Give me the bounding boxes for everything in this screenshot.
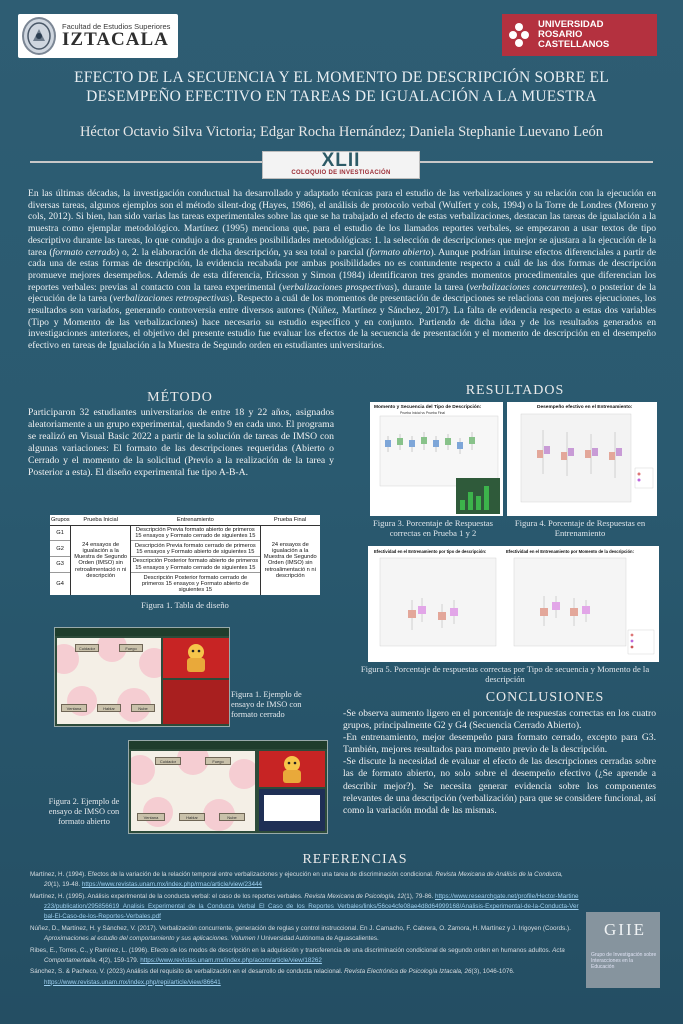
reference-link[interactable]: https://www.revistas.unam.mx/index.php/repi/article/view/86641	[44, 978, 221, 986]
table-group: G4	[50, 572, 71, 595]
conclusions-text	[343, 708, 656, 817]
reference-link[interactable]: https://www.revistas.unam.mx/index.php/rmac/article/view/23444	[81, 881, 263, 889]
colloquium-badge	[262, 151, 420, 179]
reference-item: Martínez, H. (1994). Efectos de la variación de la relación temporal entre verbalizaciones y ejecución en una tarea de discriminación condicional. Revista Mexicana de Análisis de la Conducta, 20(1), 19-48. https://www.revistas.unam.mx/index.php/rmac/article/view/23444	[30, 871, 563, 889]
reference-item: Ribes, E., Torres, C., y Ramírez, L. (1996). Efecto de los modos de descripción en la adquisición y transferencia de una discriminación condicional de segundo orden en humanos adultos. Acta Comportamentalia, 4(2), 159-179. https://www.revistas.unam.mx/index.php/acom/article/view/18262	[30, 946, 565, 964]
reference-link[interactable]: https://www.revistas.unam.mx/index.php/acom/article/view/18262	[140, 956, 322, 964]
poster-title: EFECTO DE LA SECUENCIA Y EL MOMENTO DE DESCRIPCIÓN SOBRE EL DESEMPEÑO EFECTIVO EN TAREAS DE IGUALACIÓN A LA MUESTRA	[74, 69, 609, 105]
table-caption: Figura 1. Tabla de diseño	[141, 600, 229, 610]
conclusion-item: -Se observa aumento ligero en el porcentaje de respuestas correctas en los cuatro grupos, principalmente G2 y G4 (Secuencia Cerrado Abierto).	[343, 708, 656, 732]
stimulus-box: Hablar	[97, 704, 121, 712]
imso-task-pane	[57, 638, 161, 724]
colloquium-label: COLOQUIO DE INVESTIGACIÓN	[291, 170, 391, 176]
training-cell: Descripción Previa formato abierto de primeros 15 ensayos y Formato cerrado de siguientes 15	[131, 525, 260, 541]
final-test-cell: 24 ensayos de igualación a la Muestra de Segundo Orden (IMSO) sin retroalimentació n ni descripción	[260, 525, 320, 595]
text-entry-panel	[259, 789, 325, 831]
training-cell: Descripción Posterior formato abierto de primeros 15 ensayos y Formato cerrado de siguientes 15	[132, 558, 259, 571]
references-list	[30, 870, 580, 989]
table-group: G2	[50, 541, 71, 557]
figure-5a-title: Efectividad en el Entrenamiento por tipo de descripción:	[374, 549, 487, 554]
table-group: G3	[50, 557, 71, 573]
urc-logo	[502, 14, 657, 56]
colloquium-number: XLII	[321, 150, 361, 171]
giie-logo	[586, 912, 660, 988]
logo-left-line2: IZTACALA	[62, 29, 169, 51]
figure-4-title: Desempeño efectivo en el Entrenamiento:	[537, 405, 633, 410]
table-header: Entrenamiento	[131, 515, 260, 525]
introduction-text: En las últimas décadas, la investigación conductual ha desarrollado y adaptado técnicas para el estudio de las verbalizaciones y su relación con la ejecución en diversas tareas, algunos ejemplos son el método silent-dog (Hayes, 1986), el análisis de protocolo verbal (Wulfert y cols, 1994) o la Torre de Londres (Moreno y cols, 2012). Si bien, han sido varias las tareas experimentales sobre las que se ha trabajado el efecto de estas verbalizaciones, destacan las tareas de igualación a la muestra como ejemplar metodológico. Martínez (1995) menciona que, para el estudio de los llamados reportes verbales, se empezaron a usar textos de tipo descriptivo durante las tareas, lo que condujo a dos grandes posibilidades metodológicas: 1. la selección de descripciones que mejor se ajustara a la ejecución de la tarea (formato cerrado) o, 2. la elaboración de dicha descripción, ya sea total o parcial (formato abierto). Aunque podrían intuirse efectos diferenciales a partir de cada una de estas formas de descripción, la evidencia recabada por ambas posibilidades no es contundente respecto a cuál de las dos formas de descripción promueve mejores desempeños. Además de esta diferencia, Ericsson y Simon (1984) identificaron tres grandes momentos procedimentales que diferencian los reportes verbales: previas al contacto con la tarea experimental (verbalizaciones prospectivas), durante la tarea (verbalizaciones concurrentes), o posterior de la ejecución de la tarea (verbalizaciones retrospectivas). Respecto a cuál de los momentos de presentación de descripciones se relaciona con mejores ejecuciones, los resultados son variados, generando controversia entre diversos autores (Núñez, Martínez y Sánchez, 2017). La falta de evidencia respecto a estas dos variables (Tipo y Momento de las verbalizaciones) hace necesario su estudio específico y en conjunto. Partiendo de dicha idea y de los resultados generados en investigaciones anteriores, el objetivo del presente estudio fue evaluar los efectos de la secuencia de presentación y el momento de descripción en el desempeño efectivo en tareas de Igualación a la Muestra de Segundo orden en estudiantes universitarios.	[28, 188, 657, 352]
table-group: G1	[56, 529, 64, 536]
table-header: Prueba Inicial	[71, 515, 131, 525]
figure-5-caption: Figura 5. Porcentaje de respuestas correctas por Tipo de secuencia y Momento de la descripción	[360, 664, 650, 685]
character-icon	[163, 638, 229, 678]
training-cell: Descripción Posterior formato cerrado de primeros 15 ensayos y Formato abierto de siguientes 15	[131, 572, 260, 595]
figure-3-chart	[370, 402, 503, 516]
poster-authors: Héctor Octavio Silva Victoria; Edgar Rocha Hernández; Daniela Stephanie Luevano León	[79, 124, 604, 140]
figure-3-subtitle: Prueba Inicial vs Prueba Final	[400, 411, 446, 415]
reference-item: Sánchez, S. & Pacheco, V. (2023) Análisis del requisito de verbalización en el desarrollo de conducta relacional. Revista Electrónica de Psicología Iztacala, 26(3), 1046-1076. https://www.revistas.unam.mx/index.php/repi/article/view/86641	[30, 968, 515, 986]
figure-3-inset	[456, 478, 500, 514]
logo-right-line2: ROSARIO CASTELLANOS	[538, 29, 610, 50]
table-header: Grupos	[50, 515, 71, 525]
imso-closed-screenshot	[54, 627, 230, 727]
conclusion-item: -En entrenamiento, mejor desempeño para formato cerrado, excepto para G3. También, mejores resultados para momento previo de la descripción.	[343, 732, 656, 756]
conclusions-heading: CONCLUSIONES	[485, 690, 605, 705]
reference-item: Martínez, H. (1995). Análisis experimental de la conducta verbal: el caso de los reportes verbales. Revista Mexicana de Psicología, 12(1), 79-86. https://www.researchgate.net/profile/Hector-Martinez23/publication/295856619_Analisis_Experimental_de_la_Conducta_Verbal_El_Caso_de_los_Reportes_Verbales/links/56ce4cfe08ae4d8d64999168/Analisis-Experimental-de-la-Conducta-Verbal-El-Caso-de-los-Reportes-Verbales.pdf	[30, 892, 579, 921]
training-cell: Descripción Previa formato cerrado de primeros 15 ensayos y Formato abierto de siguientes 15	[131, 541, 260, 557]
design-table	[50, 515, 320, 595]
reference-link[interactable]: https://www.researchgate.net/profile/Hector-Martinez23/publication/295856619_Analisis_Experimental_de_la_Conducta_Verbal_El_Caso_de_los_Reportes_Verbales/links/56ce4cfe08ae4d8d64999168/Analisis-Experimental-de-la-Conducta-Verbal-El-Caso-de-los-Reportes-Verbales.pdf	[44, 892, 579, 921]
method-heading: MÉTODO	[147, 390, 213, 405]
stimulus-box: Fuego	[119, 644, 143, 652]
imso-open-caption: Figura 2. Ejemplo de ensayo de IMSO con formato abierto	[48, 797, 120, 827]
options-panel	[163, 680, 229, 724]
unam-seal-icon	[22, 17, 56, 55]
giie-subtitle: Grupo de Investigación sobre Interacciones en la Educación	[591, 952, 657, 971]
stimulus-box: Cuidador	[75, 644, 99, 652]
logo-left-line1: Facultad de Estudios Superiores	[62, 21, 171, 31]
feedback-panel	[163, 638, 229, 678]
imso-task-pane	[131, 751, 255, 831]
character-icon	[259, 751, 325, 787]
figure-5b-title: Efectividad en el Entrenamiento por Momento de la descripción:	[506, 549, 634, 554]
stimulus-box: Ventana	[61, 704, 87, 712]
figure-5b-plot	[502, 546, 659, 662]
stimulus-box: Nube	[131, 704, 155, 712]
figure-3-title: Momento y Secuencia del Tipo de Descripción:	[374, 405, 482, 410]
stimulus-box: Ventana	[137, 813, 165, 821]
imso-open-screenshot	[128, 740, 328, 834]
stimulus-box: Hablar	[179, 813, 205, 821]
figure-5b-chart	[502, 546, 659, 662]
imso-closed-caption: Figura 1. Ejemplo de ensayo de IMSO con formato cerrado	[231, 690, 302, 720]
method-text: Participaron 32 estudiantes universitarios de entre 18 y 22 años, asignados aleatoriamente a un grupo experimental, quedando 9 en cada uno. El programa se realizó en Visual Basic 2022 a partir de la solución de tareas de IMSO con algunas variaciones: El formato de las descripciones requeridas (Abierto o Cerrado y el momento de la solicitud (Previo a la realización de la tarea y Posterior a esta). El diseño experimental fue tipo A-B-A.	[28, 407, 334, 479]
imso-window-bar	[55, 628, 229, 636]
fes-iztacala-logo	[18, 14, 178, 58]
figure-5a-plot	[368, 546, 504, 662]
figure-4-chart	[507, 402, 657, 516]
giie-title: GIIE	[604, 920, 646, 939]
stimulus-box: Cuidador	[155, 757, 181, 765]
conclusion-item: -Se discute la necesidad de evaluar el efecto de las descripciones cerradas sobre las de formato abierto, no solo sobre el desempeño efectivo (¿Se aprende a describir mejor?). Se necesita generar evidencia sobre los componentes relevantes de una descripción (verbalización) para que se considere funcional, así como la variación modal de las mismas.	[343, 756, 656, 816]
references-heading: REFERENCIAS	[302, 852, 408, 867]
figure-4-caption: Figura 4. Porcentaje de Respuestas en Entrenamiento	[514, 518, 646, 539]
feedback-panel	[259, 751, 325, 787]
stimulus-box: Fuego	[205, 757, 231, 765]
table-header: Prueba Final	[260, 515, 320, 525]
figure-4-plot	[507, 402, 657, 516]
results-heading: RESULTADOS	[465, 383, 565, 398]
logo-right-line1: UNIVERSIDAD	[538, 19, 604, 31]
urc-mark-icon	[508, 22, 530, 48]
reference-item: Núñez, D., Martínez, H. y Sánchez, V. (2017). Verbalización concurrente, generación de reglas y control instruccional. En J. Camacho, F. Cabrera, O. Zamora, H. Martínez y J. Irigoyen (Coords.). Aproximaciones al estudio del comportamiento y sus aplicaciones. Volumen I Universidad Autónoma de Aguascalientes.	[30, 924, 571, 943]
initial-test-cell: 24 ensayos de igualación a la Muestra de Segundo Orden (IMSO) sin retroalimentació n ni descripción	[71, 525, 131, 595]
stimulus-box: Nube	[219, 813, 245, 821]
figure-3-caption: Figura 3. Porcentaje de Respuestas correctas en Prueba 1 y 2	[372, 518, 494, 539]
figure-5a-chart	[368, 546, 504, 662]
imso-window-bar	[129, 741, 327, 749]
